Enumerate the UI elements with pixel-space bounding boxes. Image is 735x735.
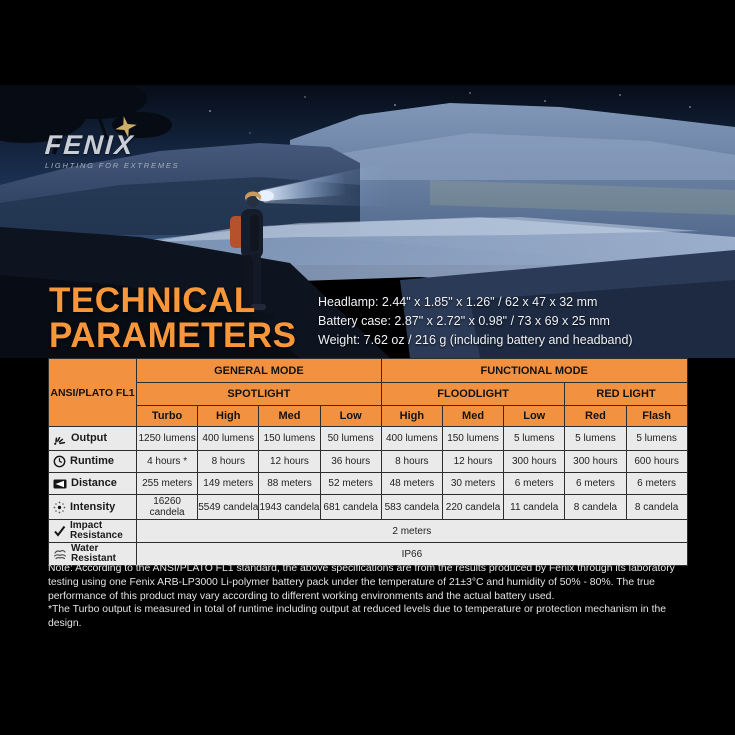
header-level-flow: Low <box>504 406 565 427</box>
row-label-distance: Distance <box>71 477 117 489</box>
header-floodlight: FLOODLIGHT <box>381 383 565 406</box>
page-title-line1: TECHNICAL <box>49 281 256 320</box>
cell-runtime-low: 36 hours <box>320 451 381 473</box>
water-icon <box>53 549 67 560</box>
table-row-distance <box>49 473 688 495</box>
light-output-icon <box>53 433 67 445</box>
cell-output-turbo: 1250 lumens <box>137 427 198 451</box>
logo-wordmark: FENIX <box>43 130 136 160</box>
check-icon <box>53 525 66 537</box>
cell-runtime-fhigh: 8 hours <box>381 451 442 473</box>
table-row-impact-resistance <box>49 520 688 543</box>
row-label-impact-resistance: Impact Resistance <box>70 519 123 541</box>
row-label-runtime: Runtime <box>70 455 114 467</box>
header-level-flash: Flash <box>626 406 687 427</box>
header-level-fhigh: High <box>381 406 442 427</box>
row-label-output: Output <box>71 432 108 444</box>
cell-intensity-med: 1943 candela <box>259 495 320 520</box>
footnote-standard: Note: According to the ANSI/PLATO FL1 standard, the above specifications are from the results produced by Fenix through its laboratory testing using one Fenix ARB-LP3000 Li-polymer battery pack under the temperature of 21±3°C and humidity of 50% - 80%. The true performance of this product may vary according to different working environments and the actual battery used. <box>48 563 675 602</box>
header-level-red: Red <box>565 406 626 427</box>
spec-weight: Weight: 7.62 oz / 216 g (including battery and headband) <box>318 333 633 347</box>
cell-distance-flash: 6 meters <box>626 473 687 495</box>
header-red-light: RED LIGHT <box>565 383 687 406</box>
dimension-specs <box>318 293 633 350</box>
cell-water-resistant: IP66 <box>137 543 688 566</box>
cell-intensity-flash: 8 candela <box>626 495 687 520</box>
spec-table <box>48 358 688 566</box>
header-functional-mode: FUNCTIONAL MODE <box>381 359 687 383</box>
cell-distance-flow: 6 meters <box>504 473 565 495</box>
header-level-turbo: Turbo <box>137 406 198 427</box>
cell-output-high: 400 lumens <box>198 427 259 451</box>
header-level-low: Low <box>320 406 381 427</box>
cell-runtime-red: 300 hours <box>565 451 626 473</box>
cell-distance-red: 6 meters <box>565 473 626 495</box>
spec-battery-case: Battery case: 2.87" x 2.72" x 0.98" / 73 x 69 x 25 mm <box>318 314 610 328</box>
cell-intensity-red: 8 candela <box>565 495 626 520</box>
hiker-arm <box>250 215 259 251</box>
cell-distance-high: 149 meters <box>198 473 259 495</box>
cell-impact-resistance: 2 meters <box>137 520 688 543</box>
page-title <box>49 283 296 353</box>
cell-runtime-fmed: 12 hours <box>442 451 503 473</box>
cell-output-red: 5 lumens <box>565 427 626 451</box>
table-corner-label: ANSI/PLATO FL1 <box>49 359 137 427</box>
cell-runtime-flow: 300 hours <box>504 451 565 473</box>
table-row-runtime <box>49 451 688 473</box>
table-row-output <box>49 427 688 451</box>
cell-intensity-high: 5549 candela <box>198 495 259 520</box>
cell-distance-fmed: 30 meters <box>442 473 503 495</box>
hiker-head <box>248 197 259 208</box>
cell-output-med: 150 lumens <box>259 427 320 451</box>
row-label-water-resistant: Water Resistant <box>71 542 117 564</box>
cell-output-fmed: 150 lumens <box>442 427 503 451</box>
cell-runtime-flash: 600 hours <box>626 451 687 473</box>
row-label-intensity: Intensity <box>70 500 116 513</box>
header-level-med: Med <box>259 406 320 427</box>
cell-intensity-fhigh: 583 candela <box>381 495 442 520</box>
table-row-intensity <box>49 495 688 520</box>
header-level-fmed: Med <box>442 406 503 427</box>
cell-intensity-flow: 11 candela <box>504 495 565 520</box>
cell-runtime-med: 12 hours <box>259 451 320 473</box>
spec-headlamp: Headlamp: 2.44" x 1.85" x 1.26" / 62 x 47 x 32 mm <box>318 295 598 309</box>
beam-distance-icon <box>53 479 67 489</box>
cell-output-flow: 5 lumens <box>504 427 565 451</box>
cell-intensity-turbo: 16260 candela <box>137 495 198 520</box>
cell-runtime-high: 8 hours <box>198 451 259 473</box>
fenix-logo <box>45 116 215 170</box>
cell-output-fhigh: 400 lumens <box>381 427 442 451</box>
cell-distance-low: 52 meters <box>320 473 381 495</box>
header-general-mode: GENERAL MODE <box>137 359 382 383</box>
header-level-high: High <box>198 406 259 427</box>
cell-output-low: 50 lumens <box>320 427 381 451</box>
header-spotlight: SPOTLIGHT <box>137 383 382 406</box>
cell-intensity-fmed: 220 candela <box>442 495 503 520</box>
cell-distance-med: 88 meters <box>259 473 320 495</box>
cell-output-flash: 5 lumens <box>626 427 687 451</box>
page-title-line2: PARAMETERS <box>49 316 297 355</box>
clock-icon <box>53 455 66 468</box>
cell-runtime-turbo: 4 hours * <box>137 451 198 473</box>
logo-tagline: LIGHTING FOR EXTREMES <box>45 161 180 170</box>
intensity-icon <box>53 501 66 514</box>
cell-intensity-low: 681 candela <box>320 495 381 520</box>
footnotes <box>48 562 691 631</box>
cell-distance-fhigh: 48 meters <box>381 473 442 495</box>
cell-distance-turbo: 255 meters <box>137 473 198 495</box>
footnote-turbo: *The Turbo output is measured in total of runtime including output at reduced levels due to temperature or protection mechanism in the design. <box>48 604 667 630</box>
